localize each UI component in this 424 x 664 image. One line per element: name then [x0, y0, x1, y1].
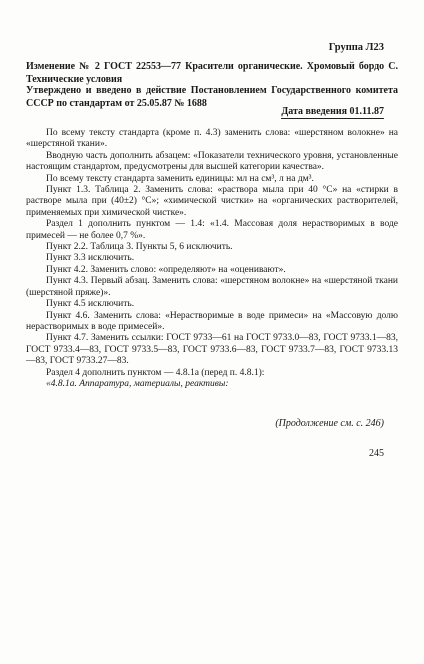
italic-subheading: «4.8.1а. Аппаратура, материалы, реактивы: [46, 378, 229, 389]
paragraph: Пункт 4.2. Заменить слово: «определяют» на «оценивают». [46, 264, 286, 275]
paragraph: Пункт 4.3. Первый абзац. Заменить слова: «шерстяном волокне» на «шерстяной ткани (шерстяной пряже)». [26, 276, 398, 298]
document-body [26, 128, 398, 390]
effective-date: Дата введения 01.11.87 [281, 106, 384, 117]
approval-statement: Утверждено и введено в действие Постановлением Государственного комитета СССР по стандартам от 25.05.87 № 1688 [26, 85, 398, 109]
page-number: 245 [369, 448, 384, 459]
paragraph: Пункт 4.6. Заменить слова: «Нерастворимые в воде примеси» на «Массовую долю нерастворимых в воде примесей». [26, 310, 398, 332]
paragraph: Раздел 4 дополнить пунктом — 4.8.1а (перед п. 4.8.1): [46, 367, 265, 378]
paragraph: Пункт 4.7. Заменить ссылки: ГОСТ 9733—61 на ГОСТ 9733.0—83, ГОСТ 9733.1—83, ГОСТ 9733.4—83, ГОСТ 9733.5—83, ГОСТ 9733.6—83, ГОСТ 9733.7—83, ГОСТ 9733.13—83, ГОСТ 9733.27—83. [26, 333, 398, 367]
paragraph: По всему тексту стандарта (кроме п. 4.3) заменить слова: «шерстяном волокне» на «шерстяной ткани». [26, 128, 398, 150]
paragraph: Вводную часть дополнить абзацем: «Показатели технического уровня, установленные настоящим стандартом, предусмотрены для высшей категории качества». [26, 150, 398, 173]
continuation-note: (Продолжение см. с. 246) [275, 418, 384, 429]
paragraph: Пункт 1.3. Таблица 2. Заменить слова: «раствора мыла при 40 °С» на «стирки в растворе мыла при (40±2) °С»; «химической чистки» на «органических растворителей, применяемых при химической чистке». [26, 185, 398, 218]
paragraph: Раздел 1 дополнить пунктом — 1.4: «1.4. Массовая доля нерастворимых в воде примесей — не более 0,7 %». [26, 219, 398, 241]
paragraph: По всему тексту стандарта заменить единицы: мл на см³, л на дм³. [46, 173, 314, 184]
document-title: Изменение № 2 ГОСТ 22553—77 Красители органические. Хромовый бордо С. Технические условия [26, 61, 398, 85]
paragraph: Пункт 4.5 исключить. [46, 299, 135, 310]
group-code: Группа Л23 [328, 42, 384, 53]
paragraph: Пункт 2.2. Таблица 3. Пункты 5, 6 исключить. [46, 242, 233, 253]
paragraph: Пункт 3.3 исключить. [46, 253, 135, 264]
